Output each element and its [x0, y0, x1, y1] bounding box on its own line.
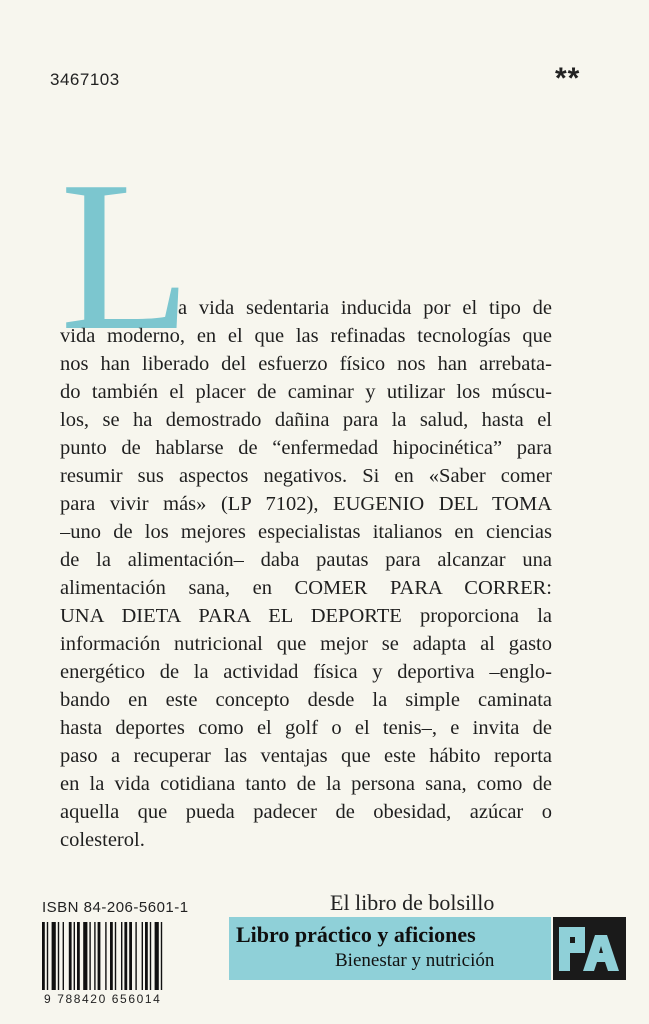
- text-line: hasta deportes como el golf o el tenis–, e invita de: [60, 717, 552, 739]
- barcode-digits: 9 788420 656014: [44, 992, 162, 1006]
- collection-title: Libro práctico y aficiones: [236, 922, 476, 947]
- text-line: aquella que pueda padecer de obesidad, azúcar o: [60, 801, 552, 823]
- collection-subtitle: Bienestar y nutrición: [335, 950, 495, 971]
- text-line: en la vida cotidiana tanto de la persona sana, como de: [60, 773, 552, 795]
- text-line: alimentación sana, en COMER PARA CORRER:: [60, 577, 552, 599]
- drop-cap: L: [60, 136, 192, 375]
- barcode-image: [40, 922, 210, 990]
- text-line: información nutricional que mejor se adapta al gasto: [60, 633, 552, 655]
- isbn-label: ISBN 84-206-5601-1: [42, 899, 189, 916]
- text-line: nos han liberado del esfuerzo físico nos han arrebata-: [60, 353, 552, 375]
- text-line: vida moderno, en el que las refinadas tecnologías que: [60, 325, 552, 347]
- text-line: UNA DIETA PARA EL DEPORTE proporciona la: [60, 605, 552, 627]
- text-line: paso a recuperar las ventajas que este hábito reporta: [60, 745, 552, 767]
- text-line: para vivir más» (LP 7102), EUGENIO DEL TOMA: [60, 493, 552, 515]
- text-line: a vida sedentaria inducida por el tipo de: [178, 297, 552, 319]
- text-line: punto de hablarse de “enfermedad hipocinética” para: [60, 437, 552, 459]
- catalog-code: 3467103: [50, 70, 120, 89]
- publisher-logo: [553, 917, 626, 980]
- text-line: colesterol.: [60, 829, 145, 851]
- text-line: energético de la actividad física y deportiva –englo-: [60, 661, 552, 683]
- text-line: de la alimentación– daba pautas para alcanzar una: [60, 549, 552, 571]
- stars-mark: **: [555, 62, 581, 95]
- text-line: –uno de los mejores especialistas italianos en ciencias: [60, 521, 552, 543]
- text-line: resumir sus aspectos negativos. Si en «Saber comer: [60, 465, 552, 487]
- text-line: do también el placer de caminar y utilizar los múscu-: [60, 381, 552, 403]
- text-line: los, se ha demostrado dañina para la salud, hasta el: [60, 409, 552, 431]
- text-line: bando en este concepto desde la simple caminata: [60, 689, 552, 711]
- series-title: El libro de bolsillo: [330, 890, 495, 915]
